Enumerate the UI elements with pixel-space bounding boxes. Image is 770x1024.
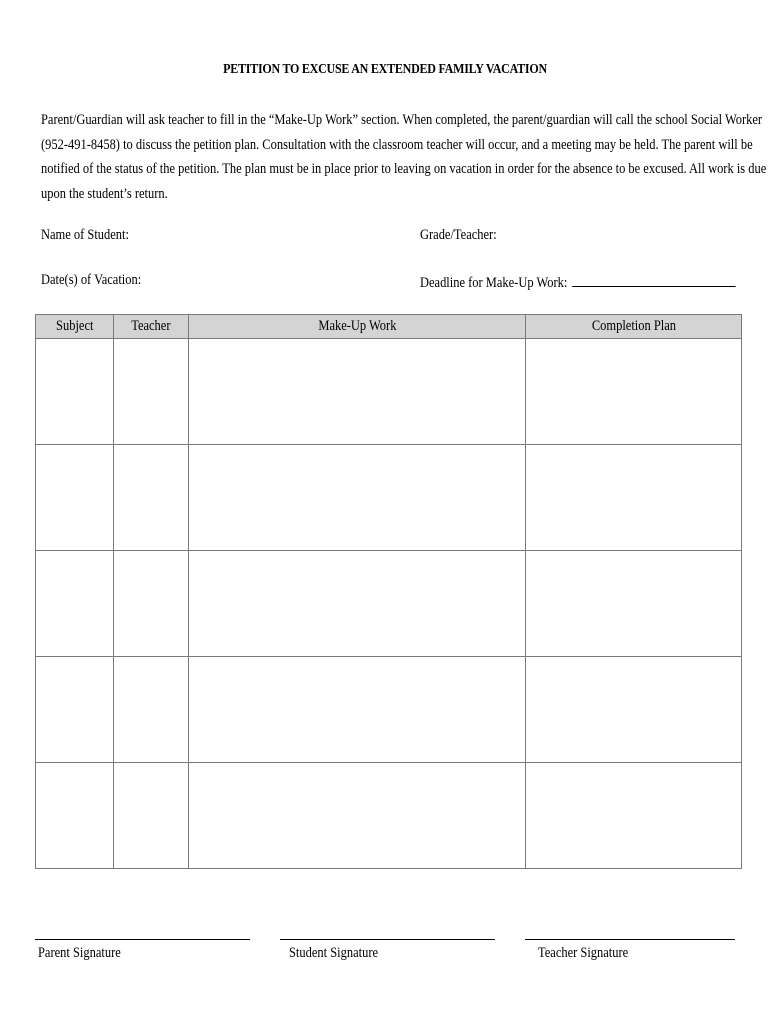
completion-plan-cell[interactable] xyxy=(526,763,742,869)
subject-cell[interactable] xyxy=(36,445,114,551)
make-up-work-cell[interactable] xyxy=(189,339,526,445)
deadline-label: Deadline for Make-Up Work: xyxy=(420,275,568,291)
subject-cell[interactable] xyxy=(36,339,114,445)
column-header-subject: Subject xyxy=(36,315,114,339)
deadline-input-line[interactable] xyxy=(572,272,735,287)
subject-cell[interactable] xyxy=(36,551,114,657)
deadline-field[interactable] xyxy=(420,272,736,292)
table-row xyxy=(36,445,742,551)
student-signature-line[interactable] xyxy=(280,939,495,940)
parent-signature-label: Parent Signature xyxy=(38,945,121,961)
column-header-teacher: Teacher xyxy=(114,315,189,339)
instructions-line: Parent/Guardian will ask teacher to fill in the “Make-Up Work” section. When completed, the parent/guardian will call the school Social Worker xyxy=(41,112,763,128)
vacation-dates-label: Date(s) of Vacation: xyxy=(41,272,142,288)
make-up-work-cell[interactable] xyxy=(189,763,526,869)
make-up-work-table xyxy=(35,314,742,869)
completion-plan-cell[interactable] xyxy=(526,445,742,551)
student-name-label: Name of Student: xyxy=(41,227,129,243)
completion-plan-cell[interactable] xyxy=(526,551,742,657)
instructions-paragraph xyxy=(41,108,767,206)
teacher-signature-label: Teacher Signature xyxy=(538,945,629,961)
table-row xyxy=(36,339,742,445)
table-row xyxy=(36,657,742,763)
column-header-completion-plan: Completion Plan xyxy=(526,315,742,339)
table-row xyxy=(36,763,742,869)
table-header-row xyxy=(36,315,742,339)
instructions-line: upon the student’s return. xyxy=(41,185,168,202)
teacher-cell[interactable] xyxy=(114,551,189,657)
subject-cell[interactable] xyxy=(36,763,114,869)
completion-plan-cell[interactable] xyxy=(526,339,742,445)
teacher-cell[interactable] xyxy=(114,445,189,551)
vacation-dates-field[interactable] xyxy=(41,272,141,289)
teacher-cell[interactable] xyxy=(114,339,189,445)
parent-signature-line[interactable] xyxy=(35,939,250,940)
table-row xyxy=(36,551,742,657)
student-signature-label: Student Signature xyxy=(289,945,379,961)
make-up-work-cell[interactable] xyxy=(189,551,526,657)
grade-teacher-field[interactable] xyxy=(420,227,497,244)
subject-cell[interactable] xyxy=(36,657,114,763)
grade-teacher-label: Grade/Teacher: xyxy=(420,227,497,243)
instructions-line: (952-491-8458) to discuss the petition plan. Consultation with the classroom teacher will occur, and a meeting may be held. The parent will be xyxy=(41,136,753,153)
teacher-signature-line[interactable] xyxy=(525,939,735,940)
make-up-work-cell[interactable] xyxy=(189,445,526,551)
page-title: PETITION TO EXCUSE AN EXTENDED FAMILY VACATION xyxy=(223,62,547,77)
student-name-field[interactable] xyxy=(41,227,129,244)
completion-plan-cell[interactable] xyxy=(526,657,742,763)
teacher-cell[interactable] xyxy=(114,763,189,869)
teacher-cell[interactable] xyxy=(114,657,189,763)
make-up-work-cell[interactable] xyxy=(189,657,526,763)
column-header-make-up-work: Make-Up Work xyxy=(189,315,526,339)
instructions-line: notified of the status of the petition. The plan must be in place prior to leaving on vacation in order for the absence to be excused. All work is due xyxy=(41,161,767,177)
